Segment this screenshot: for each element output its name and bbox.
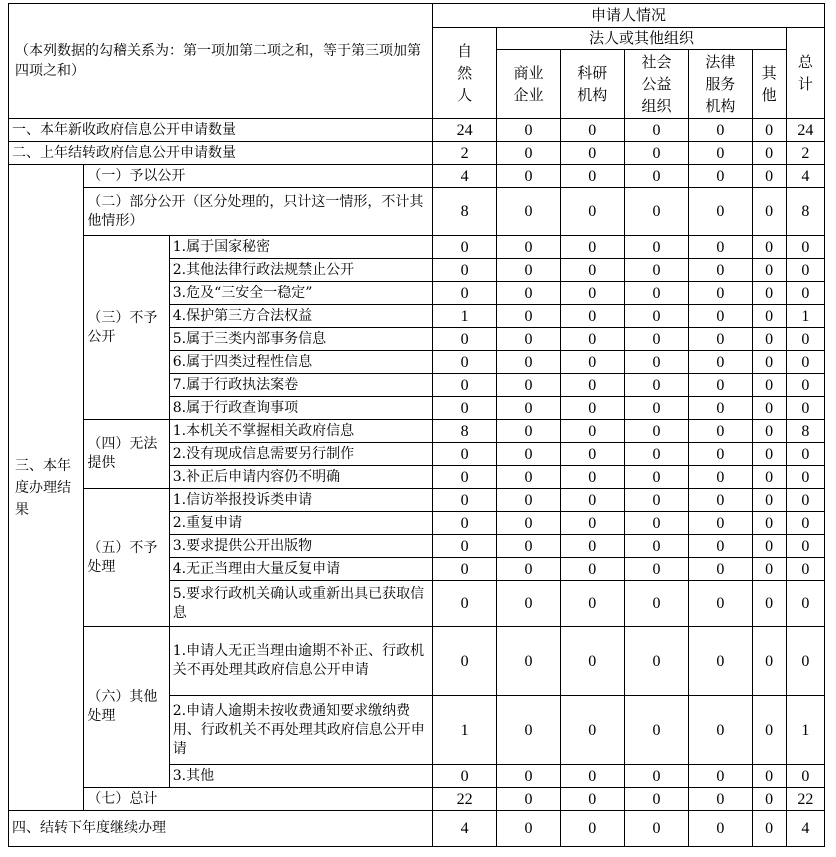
value-cell: 0 [497, 489, 560, 512]
value-cell: 0 [497, 512, 560, 535]
table-row [9, 788, 825, 811]
value-cell: 8 [433, 420, 497, 443]
value-cell: 0 [560, 765, 624, 788]
value-cell: 0 [752, 328, 786, 351]
value-cell: 0 [624, 466, 688, 489]
value-cell: 2 [786, 142, 824, 165]
value-cell: 0 [786, 627, 824, 696]
social-welfare-header: 社会公益组织 [624, 50, 688, 119]
value-cell: 0 [624, 305, 688, 328]
value-cell: 0 [689, 627, 752, 696]
value-cell: 4 [433, 811, 497, 847]
value-cell: 0 [497, 627, 560, 696]
row-label: 2.申请人逾期未按收费通知要求缴纳费用、行政机关不再处理其政府信息公开申请 [169, 696, 432, 765]
value-cell: 0 [689, 351, 752, 374]
value-cell: 0 [786, 535, 824, 558]
value-cell: 0 [624, 489, 688, 512]
value-cell: 0 [689, 236, 752, 259]
value-cell: 1 [786, 696, 824, 765]
row-label: 四、结转下年度继续办理 [9, 811, 433, 847]
value-cell: 0 [786, 328, 824, 351]
value-cell: 0 [560, 188, 624, 236]
value-cell: 0 [752, 558, 786, 581]
value-cell: 0 [752, 489, 786, 512]
value-cell: 0 [497, 351, 560, 374]
table-row [9, 489, 825, 512]
value-cell: 0 [433, 259, 497, 282]
value-cell: 0 [689, 119, 752, 142]
value-cell: 0 [752, 259, 786, 282]
value-cell: 0 [433, 627, 497, 696]
value-cell: 0 [497, 236, 560, 259]
value-cell: 0 [497, 374, 560, 397]
table-row [9, 811, 825, 847]
row-label: 1.本机关不掌握相关政府信息 [169, 420, 432, 443]
value-cell: 0 [786, 466, 824, 489]
value-cell: 0 [497, 282, 560, 305]
value-cell: 0 [752, 397, 786, 420]
value-cell: 0 [689, 788, 752, 811]
value-cell: 0 [624, 397, 688, 420]
value-cell: 0 [786, 282, 824, 305]
value-cell: 0 [433, 282, 497, 305]
value-cell: 0 [689, 765, 752, 788]
other-processing-group: （六）其他处理 [84, 627, 169, 788]
value-cell: 0 [752, 282, 786, 305]
value-cell: 0 [624, 512, 688, 535]
value-cell: 1 [433, 696, 497, 765]
row-label: 5.要求行政机关确认或重新出具已获取信息 [169, 581, 432, 627]
value-cell: 0 [752, 374, 786, 397]
table-row [9, 627, 825, 696]
value-cell: 0 [689, 282, 752, 305]
row-label: （七）总计 [84, 788, 433, 811]
value-cell: 0 [433, 581, 497, 627]
table-row [9, 188, 825, 236]
value-cell: 0 [497, 188, 560, 236]
value-cell: 0 [786, 489, 824, 512]
value-cell: 0 [689, 581, 752, 627]
value-cell: 0 [624, 119, 688, 142]
value-cell: 0 [560, 558, 624, 581]
value-cell: 0 [786, 512, 824, 535]
value-cell: 0 [497, 119, 560, 142]
value-cell: 0 [560, 696, 624, 765]
value-cell: 0 [624, 420, 688, 443]
value-cell: 0 [752, 788, 786, 811]
value-cell: 0 [689, 374, 752, 397]
commercial-header: 商业企业 [497, 50, 560, 119]
row-label: 2.没有现成信息需要另行制作 [169, 443, 432, 466]
row-label: 4.保护第三方合法权益 [169, 305, 432, 328]
row-label: 8.属于行政查询事项 [169, 397, 432, 420]
row-label: 3.补正后申请内容仍不明确 [169, 466, 432, 489]
row-label: 3.危及“三安全一稳定” [169, 282, 432, 305]
value-cell: 0 [497, 535, 560, 558]
value-cell: 4 [433, 165, 497, 188]
row-label: （二）部分公开（区分处理的，只计这一情形，不计其他情形） [84, 188, 433, 236]
value-cell: 0 [689, 696, 752, 765]
research-header: 科研机构 [560, 50, 624, 119]
value-cell: 0 [689, 420, 752, 443]
value-cell: 0 [752, 627, 786, 696]
value-cell: 0 [433, 397, 497, 420]
table-row [9, 420, 825, 443]
table-row [9, 165, 825, 188]
value-cell: 0 [624, 558, 688, 581]
value-cell: 8 [786, 420, 824, 443]
table-row [9, 142, 825, 165]
value-cell: 0 [624, 627, 688, 696]
value-cell: 0 [433, 374, 497, 397]
value-cell: 0 [624, 282, 688, 305]
value-cell: 22 [433, 788, 497, 811]
value-cell: 0 [752, 165, 786, 188]
value-cell: 4 [786, 811, 824, 847]
legal-person-group-header: 法人或其他组织 [497, 28, 786, 50]
row-label: 1.信访举报投诉类申请 [169, 489, 432, 512]
value-cell: 0 [433, 535, 497, 558]
table-row [9, 236, 825, 259]
value-cell: 0 [433, 328, 497, 351]
value-cell: 22 [786, 788, 824, 811]
value-cell: 0 [752, 188, 786, 236]
value-cell: 0 [689, 489, 752, 512]
value-cell: 0 [624, 443, 688, 466]
value-cell: 8 [433, 188, 497, 236]
row-label: 3.要求提供公开出版物 [169, 535, 432, 558]
row-label: 二、上年结转政府信息公开申请数量 [9, 142, 433, 165]
row-label: 7.属于行政执法案卷 [169, 374, 432, 397]
value-cell: 8 [786, 188, 824, 236]
value-cell: 0 [433, 236, 497, 259]
table-note: （本列数据的勾稽关系为：第一项加第二项之和，等于第三项加第四项之和） [9, 4, 433, 119]
value-cell: 0 [497, 581, 560, 627]
natural-person-header: 自然人 [433, 28, 497, 119]
value-cell: 0 [497, 788, 560, 811]
value-cell: 0 [689, 397, 752, 420]
value-cell: 0 [786, 443, 824, 466]
value-cell: 0 [624, 236, 688, 259]
value-cell: 0 [433, 351, 497, 374]
value-cell: 0 [752, 443, 786, 466]
value-cell: 0 [560, 282, 624, 305]
value-cell: 0 [560, 328, 624, 351]
value-cell: 0 [624, 696, 688, 765]
row-label: （一）予以公开 [84, 165, 433, 188]
value-cell: 0 [624, 765, 688, 788]
value-cell: 0 [560, 374, 624, 397]
total-header: 总计 [786, 28, 824, 119]
value-cell: 0 [624, 259, 688, 282]
value-cell: 0 [752, 351, 786, 374]
value-cell: 0 [560, 443, 624, 466]
value-cell: 0 [624, 811, 688, 847]
value-cell: 0 [497, 765, 560, 788]
value-cell: 0 [497, 443, 560, 466]
value-cell: 0 [497, 466, 560, 489]
value-cell: 0 [497, 696, 560, 765]
value-cell: 0 [689, 811, 752, 847]
applicant-info-header: 申请人情况 [433, 4, 825, 28]
value-cell: 0 [689, 466, 752, 489]
value-cell: 0 [433, 512, 497, 535]
value-cell: 0 [497, 165, 560, 188]
value-cell: 0 [560, 142, 624, 165]
value-cell: 0 [560, 259, 624, 282]
value-cell: 0 [786, 259, 824, 282]
value-cell: 1 [786, 305, 824, 328]
value-cell: 0 [433, 558, 497, 581]
cannot-provide-group: （四）无法提供 [84, 420, 169, 489]
value-cell: 0 [752, 811, 786, 847]
value-cell: 0 [497, 811, 560, 847]
value-cell: 0 [752, 696, 786, 765]
value-cell: 0 [786, 765, 824, 788]
value-cell: 0 [560, 165, 624, 188]
value-cell: 0 [752, 305, 786, 328]
value-cell: 0 [433, 765, 497, 788]
value-cell: 0 [560, 788, 624, 811]
value-cell: 0 [786, 374, 824, 397]
value-cell: 0 [689, 328, 752, 351]
row-label: 1.属于国家秘密 [169, 236, 432, 259]
row-label: 1.申请人无正当理由逾期不补正、行政机关不再处理其政府信息公开申请 [169, 627, 432, 696]
value-cell: 0 [689, 165, 752, 188]
value-cell: 0 [560, 581, 624, 627]
value-cell: 4 [786, 165, 824, 188]
value-cell: 0 [560, 489, 624, 512]
value-cell: 0 [560, 397, 624, 420]
value-cell: 0 [689, 443, 752, 466]
value-cell: 0 [786, 351, 824, 374]
value-cell: 0 [560, 466, 624, 489]
value-cell: 24 [786, 119, 824, 142]
value-cell: 0 [786, 397, 824, 420]
value-cell: 0 [752, 236, 786, 259]
value-cell: 0 [689, 188, 752, 236]
value-cell: 0 [752, 420, 786, 443]
value-cell: 0 [560, 420, 624, 443]
value-cell: 0 [560, 351, 624, 374]
value-cell: 0 [560, 305, 624, 328]
value-cell: 0 [497, 142, 560, 165]
value-cell: 0 [624, 535, 688, 558]
value-cell: 0 [560, 535, 624, 558]
value-cell: 0 [689, 142, 752, 165]
value-cell: 0 [786, 558, 824, 581]
value-cell: 0 [752, 535, 786, 558]
not-processed-group: （五）不予处理 [84, 489, 169, 627]
value-cell: 0 [560, 512, 624, 535]
value-cell: 0 [624, 142, 688, 165]
value-cell: 0 [560, 627, 624, 696]
row-label: 4.无正当理由大量反复申请 [169, 558, 432, 581]
value-cell: 0 [752, 119, 786, 142]
value-cell: 0 [752, 466, 786, 489]
value-cell: 0 [752, 581, 786, 627]
section3-label: 三、本年度办理结果 [9, 165, 84, 811]
row-label: 2.其他法律行政法规禁止公开 [169, 259, 432, 282]
value-cell: 2 [433, 142, 497, 165]
row-label: 一、本年新收政府信息公开申请数量 [9, 119, 433, 142]
value-cell: 0 [497, 397, 560, 420]
value-cell: 0 [433, 466, 497, 489]
value-cell: 0 [497, 305, 560, 328]
row-label: 5.属于三类内部事务信息 [169, 328, 432, 351]
table-row [9, 119, 825, 142]
value-cell: 0 [689, 305, 752, 328]
value-cell: 0 [624, 328, 688, 351]
value-cell: 0 [433, 489, 497, 512]
value-cell: 0 [560, 811, 624, 847]
value-cell: 0 [624, 374, 688, 397]
value-cell: 0 [689, 535, 752, 558]
value-cell: 1 [433, 305, 497, 328]
value-cell: 0 [497, 259, 560, 282]
value-cell: 0 [786, 236, 824, 259]
value-cell: 0 [689, 259, 752, 282]
value-cell: 0 [497, 328, 560, 351]
row-label: 2.重复申请 [169, 512, 432, 535]
row-label: 3.其他 [169, 765, 432, 788]
row-label: 6.属于四类过程性信息 [169, 351, 432, 374]
value-cell: 0 [689, 558, 752, 581]
legal-services-header: 法律服务机构 [689, 50, 752, 119]
value-cell: 0 [624, 788, 688, 811]
value-cell: 0 [689, 512, 752, 535]
value-cell: 0 [497, 420, 560, 443]
gov-info-disclosure-table [8, 3, 825, 847]
value-cell: 0 [752, 142, 786, 165]
value-cell: 0 [497, 558, 560, 581]
value-cell: 24 [433, 119, 497, 142]
value-cell: 0 [786, 581, 824, 627]
value-cell: 0 [752, 765, 786, 788]
value-cell: 0 [624, 188, 688, 236]
value-cell: 0 [560, 236, 624, 259]
other-header: 其他 [752, 50, 786, 119]
value-cell: 0 [624, 165, 688, 188]
value-cell: 0 [752, 512, 786, 535]
value-cell: 0 [433, 443, 497, 466]
value-cell: 0 [624, 351, 688, 374]
value-cell: 0 [560, 119, 624, 142]
value-cell: 0 [624, 581, 688, 627]
not-open-group: （三）不予公开 [84, 236, 169, 420]
